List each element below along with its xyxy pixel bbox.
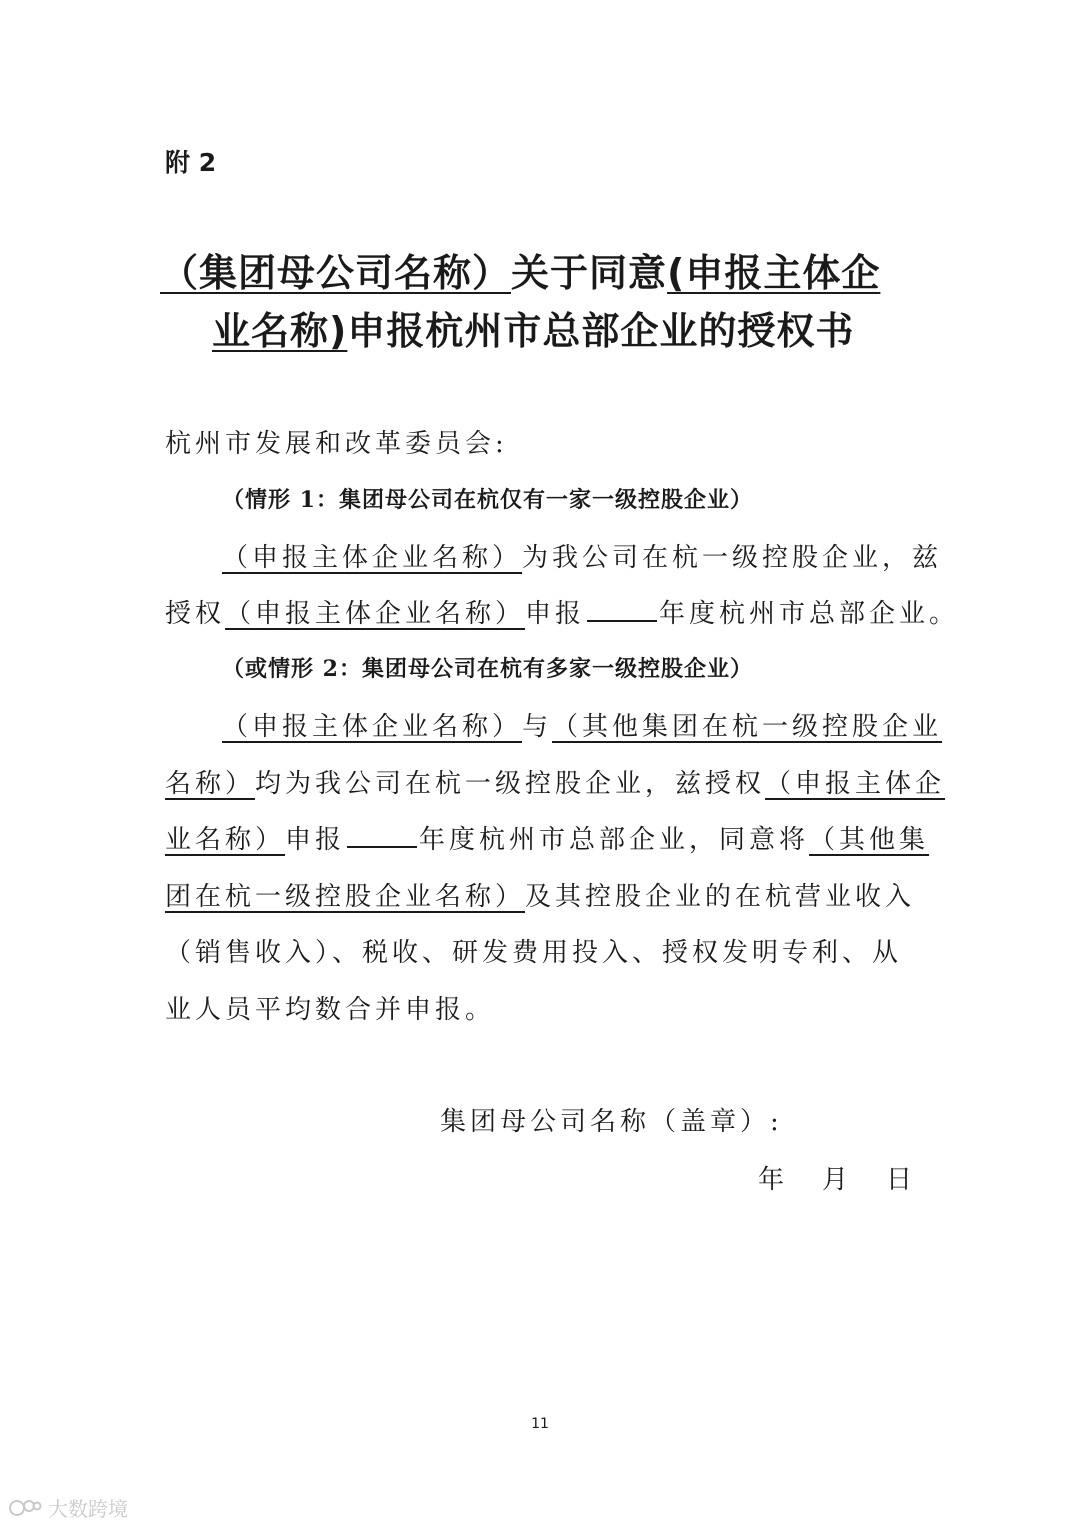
case2-line-3	[165, 820, 929, 860]
signature-date	[758, 1160, 916, 1200]
body-text: 授权	[165, 599, 226, 629]
applicant-name-placeholder: （申报主体企业名称）	[222, 712, 523, 742]
case2-line-4	[165, 877, 915, 917]
title-applicant-placeholder-cont: 业名称)	[212, 309, 348, 353]
other-enterprise-placeholder-cont: 名称）	[165, 769, 256, 799]
body-text: 申报	[525, 599, 586, 629]
attachment-label: 附 2	[165, 148, 217, 177]
title-applicant-placeholder: (申报主体企	[667, 251, 881, 295]
page-number: 11	[531, 1416, 549, 1432]
case1-paragraph-line-1	[222, 538, 942, 578]
case1-heading: （情形 1：集团母公司在杭仅有一家一级控股企业）	[222, 487, 753, 513]
year-blank	[587, 596, 657, 622]
year-blank	[347, 822, 417, 848]
body-text: 及其控股企业的在杭营业收入	[525, 882, 916, 912]
case2-line-5: （销售收入）、税收、研发费用投入、授权发明专利、从	[165, 938, 903, 968]
body-text: 年度杭州市总部企业，同意将	[419, 825, 810, 855]
body-text: 为我公司在杭一级控股企业，兹	[522, 543, 943, 573]
date-year: 年	[758, 1165, 789, 1195]
signature-company: 集团母公司名称（盖章）:	[440, 1107, 783, 1137]
body-text: 申报	[285, 825, 346, 855]
title-parent-company-placeholder: （集团母公司名称）	[160, 251, 512, 295]
applicant-name-placeholder-cont: 业名称）	[165, 825, 286, 855]
date-day: 日	[886, 1165, 917, 1195]
body-text: 年度杭州市总部企业。	[659, 599, 960, 629]
watermark-logo-icon	[8, 1498, 42, 1518]
case2-heading: （或情形 2：集团母公司在杭有多家一级控股企业）	[222, 656, 753, 682]
case2-line-2	[165, 764, 945, 804]
other-enterprise-placeholder-cont: 团在杭一级控股企业名称）	[165, 882, 526, 912]
date-month: 月	[822, 1165, 853, 1195]
other-enterprise-placeholder: （其他集	[809, 825, 930, 855]
case2-line-1	[222, 707, 942, 747]
watermark-text: 大数跨境	[48, 1497, 128, 1521]
other-enterprise-placeholder: （其他集团在杭一级控股企业	[552, 712, 943, 742]
applicant-name-placeholder: （申报主体企业名称）	[225, 599, 526, 629]
document-title-line-1	[160, 247, 880, 299]
document-title-line-2	[212, 305, 854, 357]
body-text: 均为我公司在杭一级控股企业，兹授权	[255, 769, 766, 799]
applicant-name-placeholder: （申报主体企	[765, 769, 946, 799]
title-text: 关于同意	[511, 251, 668, 295]
case1-paragraph-line-2	[165, 594, 959, 634]
salutation: 杭州市发展和改革委员会:	[165, 429, 508, 459]
applicant-name-placeholder: （申报主体企业名称）	[222, 543, 523, 573]
case2-line-6: 业人员平均数合并申报。	[165, 995, 496, 1025]
body-text: 与	[522, 712, 553, 742]
title-text: 申报杭州市总部企业的授权书	[347, 309, 855, 353]
watermark	[8, 1493, 128, 1522]
